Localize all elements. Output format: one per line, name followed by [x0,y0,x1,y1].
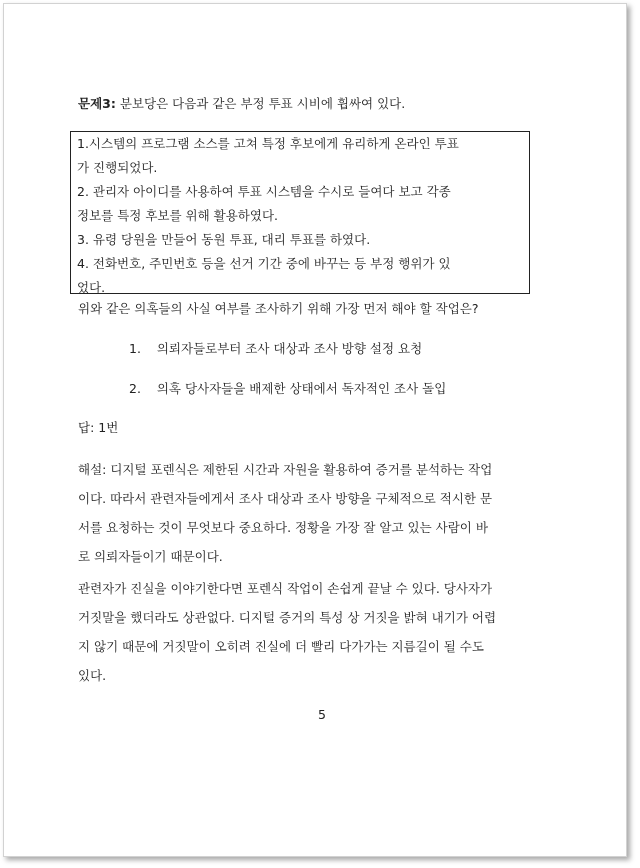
box-line: 었다. [77,280,106,295]
explanation-line: 서를 요청하는 것이 무엇보다 중요하다. 정황을 가장 잘 알고 있는 사람이 바 [78,520,488,535]
document-page [3,3,627,857]
allegations-box [70,131,530,294]
question-text: 위와 같은 의혹들의 사실 여부를 조사하기 위해 가장 먼저 해야 할 작업은? [78,301,479,316]
page-number: 5 [318,707,326,722]
paragraph-line: 지 않기 때문에 거짓말이 오히려 진실에 더 빨리 다가가는 지름길이 될 수도 [78,639,484,654]
box-line: 1.시스템의 프로그램 소스를 고쳐 특정 후보에게 유리하게 온라인 투표 [77,136,459,151]
answer-text: 답: 1번 [78,420,119,435]
explanation-line: 해설: 디지털 포렌식은 제한된 시간과 자원을 활용하여 증거를 분석하는 작업 [78,462,493,477]
explanation-line: 이다. 따라서 관련자들에게서 조사 대상과 조사 방향을 구체적으로 적시한 문 [78,491,493,506]
paragraph-line: 거짓말을 했더라도 상관없다. 디지털 증거의 특성 상 거짓을 밝혀 내기가 어렵 [78,610,497,625]
explanation-line: 로 의뢰자들이기 때문이다. [78,549,223,564]
option-2: 2. 의혹 당사자들을 배제한 상태에서 독자적인 조사 돌입 [129,381,447,396]
second-paragraph [78,574,568,690]
problem-title [78,92,405,116]
box-line: 4. 전화번호, 주민번호 등을 선거 기간 중에 바꾸는 등 부정 행위가 있 [77,256,451,271]
paragraph-line: 있다. [78,668,107,683]
explanation-paragraph [78,455,568,571]
box-line: 3. 유령 당원을 만들어 동원 투표, 대리 투표를 하였다. [77,232,371,247]
problem-text: 분보당은 다음과 같은 부정 투표 시비에 휩싸여 있다. [119,96,406,111]
box-line: 2. 관리자 아이디를 사용하여 투표 시스템을 수시로 들여다 보고 각종 [77,184,451,199]
box-line: 가 진행되었다. [77,160,158,175]
problem-label: 문제3: [78,96,116,111]
option-1: 1. 의뢰자들로부터 조사 대상과 조사 방향 설정 요청 [129,341,423,356]
box-line: 정보를 특정 후보를 위해 활용하였다. [77,208,278,223]
paragraph-line: 관련자가 진실을 이야기한다면 포렌식 작업이 손쉽게 끝날 수 있다. 당사자가 [78,581,493,596]
